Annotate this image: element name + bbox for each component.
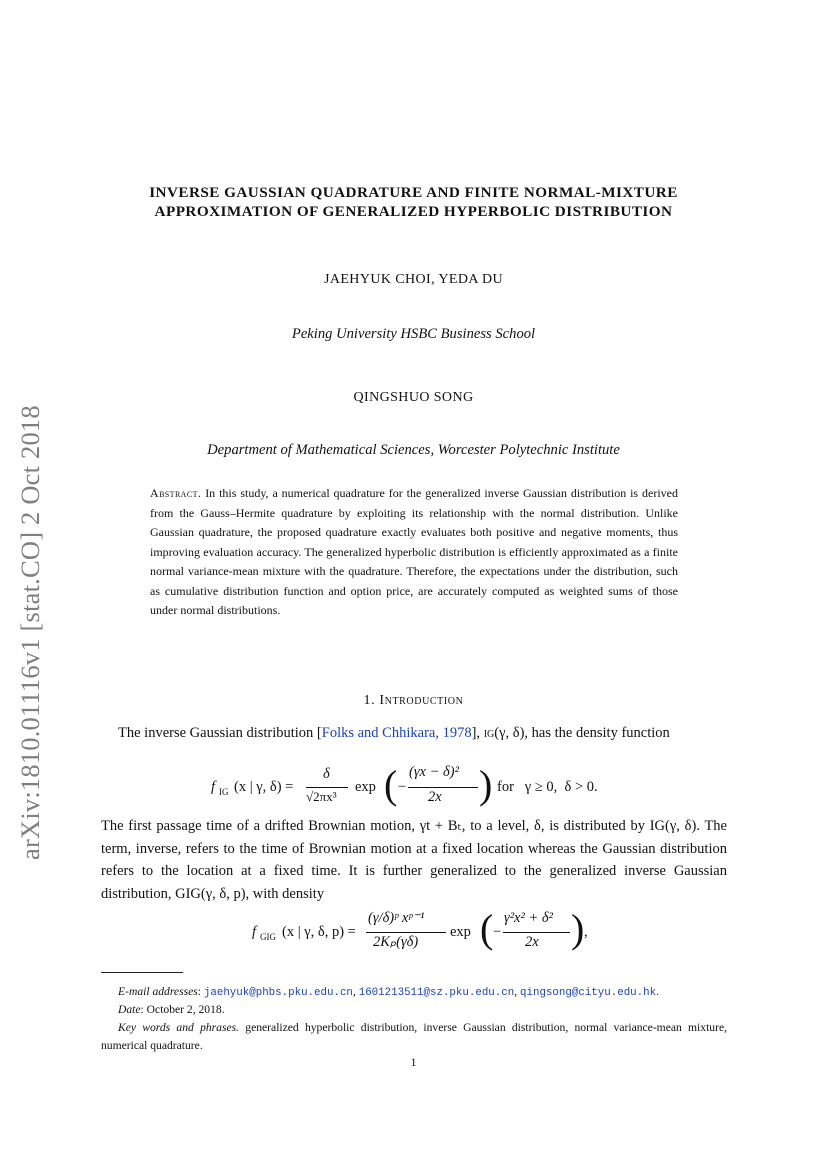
eq2-trailing-comma: , — [584, 924, 588, 940]
date-label: Date — [118, 1003, 141, 1016]
section-number: 1. — [363, 693, 376, 708]
eq2-right-paren: ) — [571, 906, 585, 951]
eq1-lhs-args: (x | γ, δ) = — [234, 779, 294, 795]
eq2-exp: exp — [450, 924, 471, 940]
para1-ig: ig — [483, 725, 495, 741]
eq1-right-paren: ) — [479, 762, 493, 807]
eq1-exp: exp — [355, 779, 376, 795]
page-number: 1 — [410, 1055, 417, 1069]
eq1-lhs-f: f — [211, 779, 216, 795]
eq2-exp-fraction-bar — [503, 932, 570, 933]
eq1-condition: for γ ≥ 0, δ > 0. — [497, 779, 598, 795]
footnote-emails: E-mail addresses: jaehyuk@phbs.pku.edu.cn, 1601213511@sz.pku.edu.cn, qingsong@cityu.edu.hk. — [118, 985, 660, 999]
abstract-label: Abstract. — [150, 486, 202, 500]
eq2-left-paren: ( — [480, 906, 494, 951]
email-link-1[interactable]: jaehyuk@phbs.pku.edu.cn — [203, 987, 353, 999]
abstract — [150, 484, 678, 621]
paragraph-1 — [101, 722, 727, 745]
footnote-keywords — [101, 1019, 727, 1055]
eq1-lhs-sub: IG — [219, 787, 229, 797]
para1-args: (γ, δ) — [494, 725, 525, 741]
section-title: Introduction — [379, 693, 464, 708]
email-link-3[interactable]: qingsong@cityu.edu.hk — [520, 987, 657, 999]
eq1-den: √2πx³ — [306, 789, 337, 804]
eq2-exp-num: γ²x² + δ² — [504, 910, 553, 926]
paragraph-2: The first passage time of a drifted Brownian motion, γt + Bₜ, to a level, δ, is distributed by IG(γ, δ). The term, inverse, refers to the time of Brownian motion at a fixed location whereas the Gaussian distribution refers to the location at a fixed time. It is further generalized to the generalized inverse Gaussian distribution, GIG(γ, δ, p), with density — [101, 818, 727, 902]
email-link-2[interactable]: 1601213511@sz.pku.edu.cn — [358, 987, 515, 999]
para1-mid: ], — [471, 725, 484, 741]
citation-link[interactable]: Folks and Chhikara, 1978 — [321, 725, 472, 741]
eq1-exp-num: (γx − δ)² — [409, 764, 459, 780]
authors-1: JAEHYUK CHOI, YEDA DU — [324, 272, 503, 287]
eq1-minus: − — [398, 779, 407, 795]
eq2-fraction-bar — [366, 932, 446, 933]
eq2-num: (γ/δ)ᵖ xᵖ⁻¹ — [368, 910, 425, 926]
abstract-text: In this study, a numerical quadrature for the generalized inverse Gaussian distribution is derived from the Gauss–Hermite quadrature by exploiting its relationship with the normal distribution. Unlike Gaussian quadrature, the proposed quadrature exactly evaluates both positive and negative moments, thus improving evaluation accuracy. The generalized hyperbolic distribution is efficiently approximated as a finite normal variance-mean mixture with the quadrature. Therefore, the expectations under the distribution, such as cumulative distribution function and option price, are accurately computed as weighted sums of those under normal distributions. — [150, 486, 678, 617]
affiliation-2: Department of Mathematical Sciences, Worcester Polytechnic Institute — [207, 442, 620, 458]
title-line-2: APPROXIMATION OF GENERALIZED HYPERBOLIC DISTRIBUTION — [154, 203, 673, 220]
keywords-value: generalized hyperbolic distribution, inverse Gaussian distribution, normal variance-mean mixture, numerical quadrature. — [101, 1021, 727, 1052]
eq1-fraction-bar — [306, 787, 348, 788]
eq1-left-paren: ( — [384, 762, 398, 807]
keywords-label: Key words and phrases. — [118, 1021, 240, 1034]
arxiv-stamp: arXiv:1810.01116v1 [stat.CO] 2 Oct 2018 — [15, 405, 45, 860]
authors-2: QINGSHUO SONG — [353, 390, 474, 405]
eq2-lhs-f: f — [252, 924, 257, 940]
date-value: October 2, 2018. — [146, 1003, 225, 1016]
equation-2 — [252, 906, 592, 958]
para1-start: The inverse Gaussian distribution [ — [118, 725, 322, 741]
eq1-exp-den: 2x — [428, 789, 442, 805]
email-label: E-mail addresses — [118, 985, 198, 998]
eq2-minus: − — [493, 924, 502, 940]
footnote-date: Date: October 2, 2018. — [118, 1003, 225, 1016]
paper-title — [0, 183, 827, 221]
eq1-num: δ — [323, 766, 330, 782]
title-line-1: INVERSE GAUSSIAN QUADRATURE AND FINITE NORMAL-MIXTURE — [149, 184, 678, 201]
eq1-exp-fraction-bar — [408, 787, 478, 788]
footnote-rule — [101, 972, 183, 973]
para1-end: , has the density function — [524, 725, 670, 741]
eq2-lhs-sub: GIG — [260, 932, 276, 942]
eq2-den: 2Kₚ(γδ) — [373, 934, 419, 950]
eq2-exp-den: 2x — [525, 934, 539, 950]
eq2-lhs-args: (x | γ, δ, p) = — [282, 924, 356, 940]
affiliation-1: Peking University HSBC Business School — [291, 326, 536, 342]
section-heading — [0, 693, 827, 709]
equation-1 — [211, 762, 631, 812]
